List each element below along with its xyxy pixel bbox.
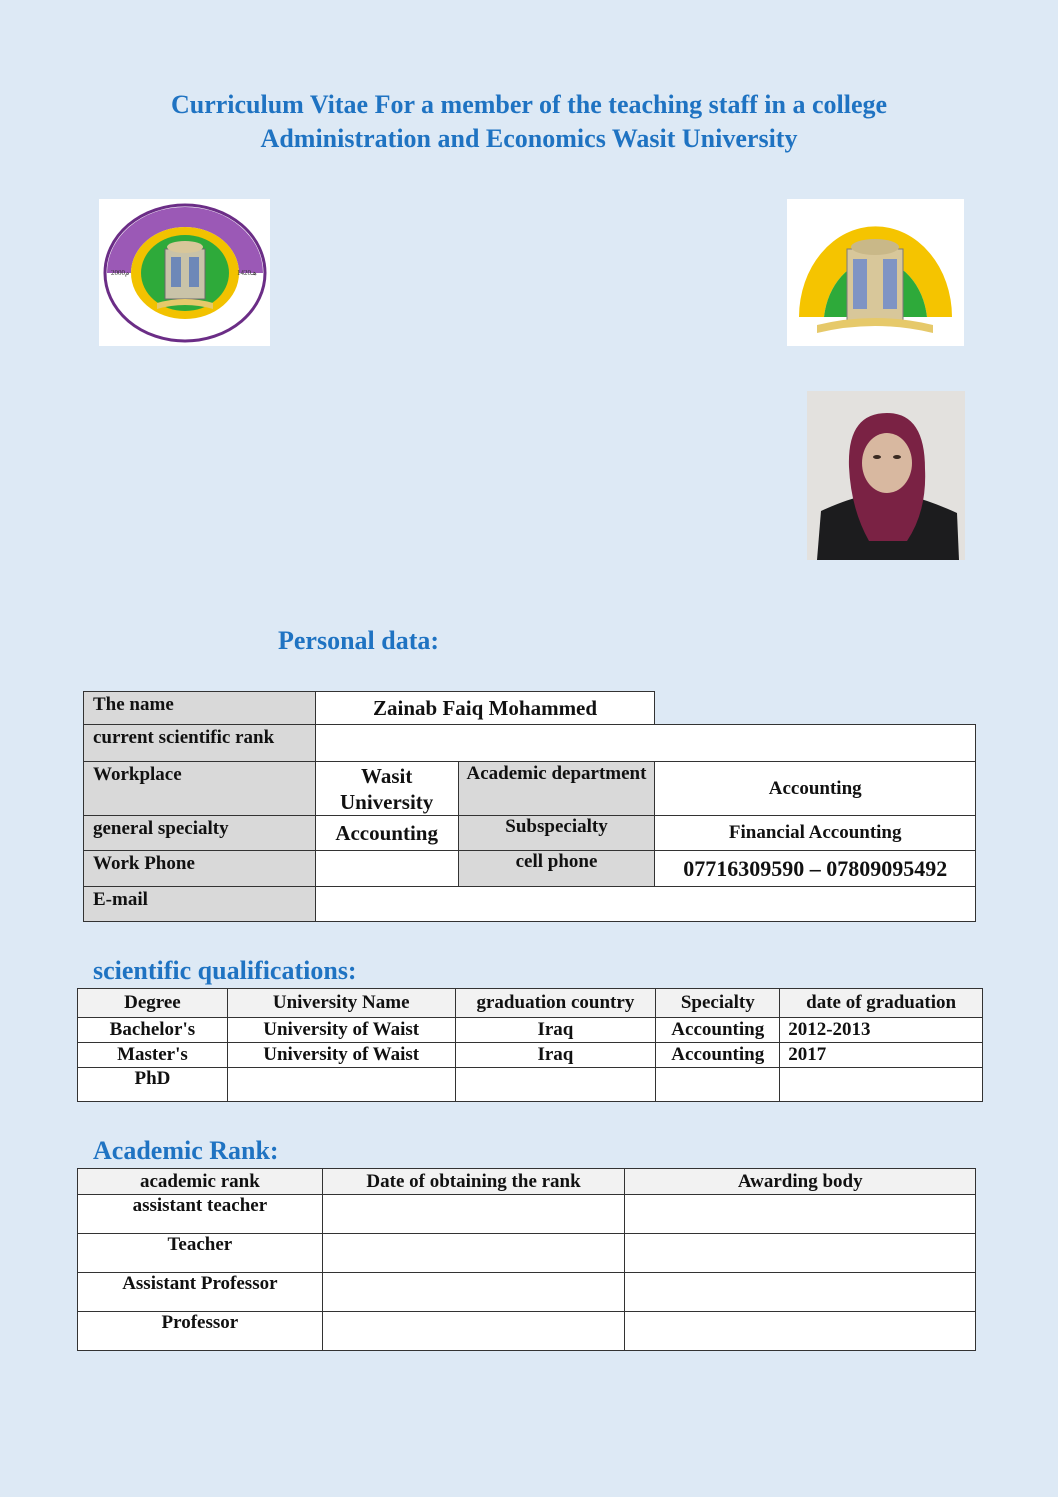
title-line-1: Curriculum Vitae For a member of the teaching staff in a college xyxy=(170,90,888,119)
awarding-body-cell xyxy=(625,1273,976,1312)
workplace-value: Wasit University xyxy=(315,762,458,816)
col-rank-date: Date of obtaining the rank xyxy=(322,1169,625,1195)
rank-cell: assistant teacher xyxy=(78,1195,323,1234)
table-row xyxy=(78,1043,983,1068)
cell-phone-value: 07716309590 – 07809095492 xyxy=(655,851,976,887)
degree-cell: Master's xyxy=(78,1043,228,1068)
degree-cell: PhD xyxy=(78,1068,228,1102)
work-phone-value xyxy=(315,851,458,887)
work-phone-label: Work Phone xyxy=(84,851,316,887)
title-line-2: Administration and Economics Wasit University xyxy=(260,124,798,153)
email-value xyxy=(315,887,975,922)
rank-date-cell xyxy=(322,1195,625,1234)
table-row xyxy=(78,1195,976,1234)
page-title xyxy=(0,88,1058,156)
general-specialty-value: Accounting xyxy=(315,816,458,851)
academic-rank-header-row xyxy=(78,1169,976,1195)
col-awarding-body: Awarding body xyxy=(625,1169,976,1195)
general-specialty-label: general specialty xyxy=(84,816,316,851)
rank-cell: Assistant Professor xyxy=(78,1273,323,1312)
graduation-date-cell: 2017 xyxy=(780,1043,983,1068)
country-cell: Iraq xyxy=(455,1018,656,1043)
subspecialty-label: Subspecialty xyxy=(458,816,655,851)
subspecialty-value: Financial Accounting xyxy=(655,816,976,851)
email-label: E-mail xyxy=(84,887,316,922)
table-row xyxy=(78,1312,976,1351)
awarding-body-cell xyxy=(625,1312,976,1351)
department-label: Academic department xyxy=(458,762,655,816)
table-row xyxy=(78,1068,983,1102)
rank-value xyxy=(315,725,975,762)
table-row xyxy=(78,1234,976,1273)
department-value: Accounting xyxy=(655,762,976,816)
name-label: The name xyxy=(84,692,316,725)
col-country: graduation country xyxy=(455,989,656,1018)
profile-photo xyxy=(807,391,965,560)
qualifications-header-row xyxy=(78,989,983,1018)
cell-phone-label: cell phone xyxy=(458,851,655,887)
rank-date-cell xyxy=(322,1273,625,1312)
col-academic-rank: academic rank xyxy=(78,1169,323,1195)
awarding-body-cell xyxy=(625,1234,976,1273)
university-cell xyxy=(227,1068,455,1102)
specialty-cell: Accounting xyxy=(656,1043,780,1068)
col-degree: Degree xyxy=(78,989,228,1018)
degree-cell: Bachelor's xyxy=(78,1018,228,1043)
specialty-cell xyxy=(656,1068,780,1102)
university-cell: University of Waist xyxy=(227,1018,455,1043)
seal-year-right: 1420هـ xyxy=(237,269,257,277)
name-value: Zainab Faiq Mohammed xyxy=(315,692,655,725)
personal-data-heading: Personal data: xyxy=(278,626,440,655)
graduation-date-cell: 2012-2013 xyxy=(780,1018,983,1043)
graduation-date-cell xyxy=(780,1068,983,1102)
rank-date-cell xyxy=(322,1312,625,1351)
table-row xyxy=(78,1018,983,1043)
specialty-cell: Accounting xyxy=(656,1018,780,1043)
rank-date-cell xyxy=(322,1234,625,1273)
awarding-body-cell xyxy=(625,1195,976,1234)
rank-cell: Teacher xyxy=(78,1234,323,1273)
qualifications-table xyxy=(77,988,983,1102)
university-logo xyxy=(787,199,964,346)
rank-cell: Professor xyxy=(78,1312,323,1351)
workplace-label: Workplace xyxy=(84,762,316,816)
country-cell xyxy=(455,1068,656,1102)
college-seal-logo xyxy=(99,199,270,346)
personal-data-table xyxy=(83,691,976,922)
rank-label: current scientific rank xyxy=(84,725,316,762)
country-cell: Iraq xyxy=(455,1043,656,1068)
table-row xyxy=(78,1273,976,1312)
col-specialty: Specialty xyxy=(656,989,780,1018)
col-graduation-date: date of graduation xyxy=(780,989,983,1018)
seal-year-left: 2000م xyxy=(111,269,130,277)
academic-rank-table xyxy=(77,1168,976,1351)
university-cell: University of Waist xyxy=(227,1043,455,1068)
academic-rank-heading: Academic Rank: xyxy=(93,1136,279,1165)
qualifications-heading: scientific qualifications: xyxy=(93,956,357,985)
name-row-empty xyxy=(655,692,976,725)
col-university: University Name xyxy=(227,989,455,1018)
